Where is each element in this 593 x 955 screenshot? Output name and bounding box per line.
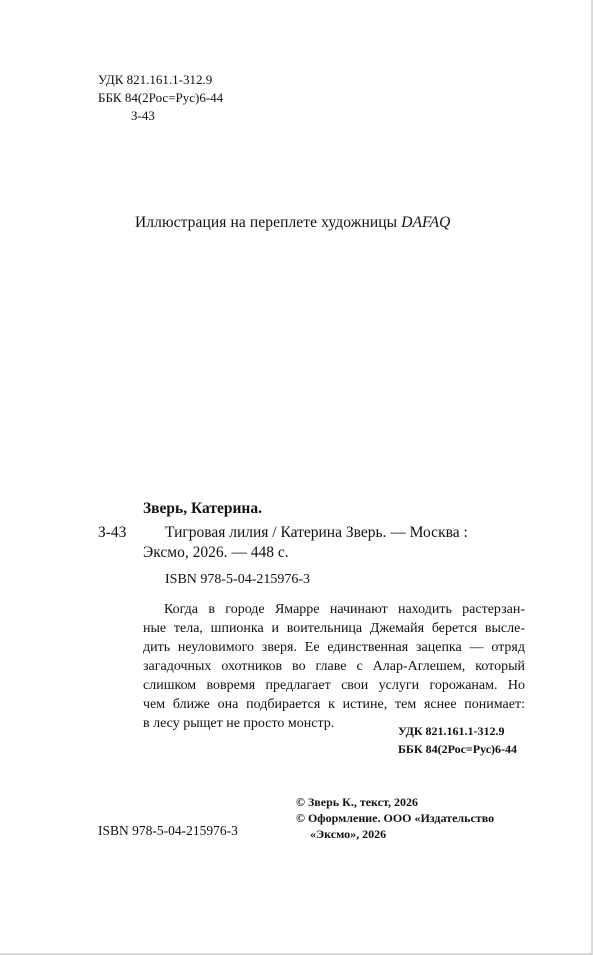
copyright-text: © Зверь К., текст, 2026 bbox=[296, 795, 418, 809]
header-author-sign: З-43 bbox=[131, 108, 155, 123]
copyright-design: © Оформление. ООО «Издательство bbox=[296, 811, 495, 825]
record-author: Зверь, Катерина. bbox=[143, 500, 262, 517]
header-bbk: ББК 84(2Рос=Рус)6-44 bbox=[98, 90, 224, 105]
annotation-line: ные тела, шпионка и воительница Джемайя берется высле- bbox=[143, 621, 525, 636]
record-isbn: ISBN 978-5-04-215976-3 bbox=[165, 572, 311, 587]
header-udk: УДК 821.161.1-312.9 bbox=[98, 72, 213, 87]
illustration-credit bbox=[135, 214, 450, 232]
copyright-publisher: «Эксмо», 2026 bbox=[310, 827, 387, 841]
record-author-sign: З-43 bbox=[98, 524, 127, 541]
illustration-artist: DAFAQ bbox=[401, 214, 451, 231]
annotation-line: загадочных охотников во главе с Алар-Аглешем, который bbox=[143, 659, 525, 674]
annotation-line: в лесу рыщет не просто монстр. bbox=[143, 716, 335, 731]
record-title-line-1: Тигровая лилия / Катерина Зверь. — Москва : bbox=[165, 524, 468, 541]
annotation-line: Когда в городе Ямарре начинают находить растерзан- bbox=[164, 602, 525, 617]
record-bbk: ББК 84(2Рос=Рус)6-44 bbox=[398, 742, 518, 756]
annotation-line: дить неуловимого зверя. Ее единственная зацепка — отряд bbox=[143, 640, 525, 655]
annotation-line: чем ближе она подбирается к истине, тем яснее понимает: bbox=[143, 697, 525, 712]
record-udk: УДК 821.161.1-312.9 bbox=[398, 724, 505, 738]
annotation-line: слишком вовремя предлагает свои услуги горожанам. Но bbox=[143, 678, 525, 693]
illustration-text: Иллюстрация на переплете художницы bbox=[135, 214, 398, 231]
record-title-line-2: Эксмо, 2026. — 448 с. bbox=[143, 544, 289, 561]
record-annotation bbox=[143, 600, 525, 733]
footer-isbn: ISBN 978-5-04-215976-3 bbox=[98, 823, 238, 838]
